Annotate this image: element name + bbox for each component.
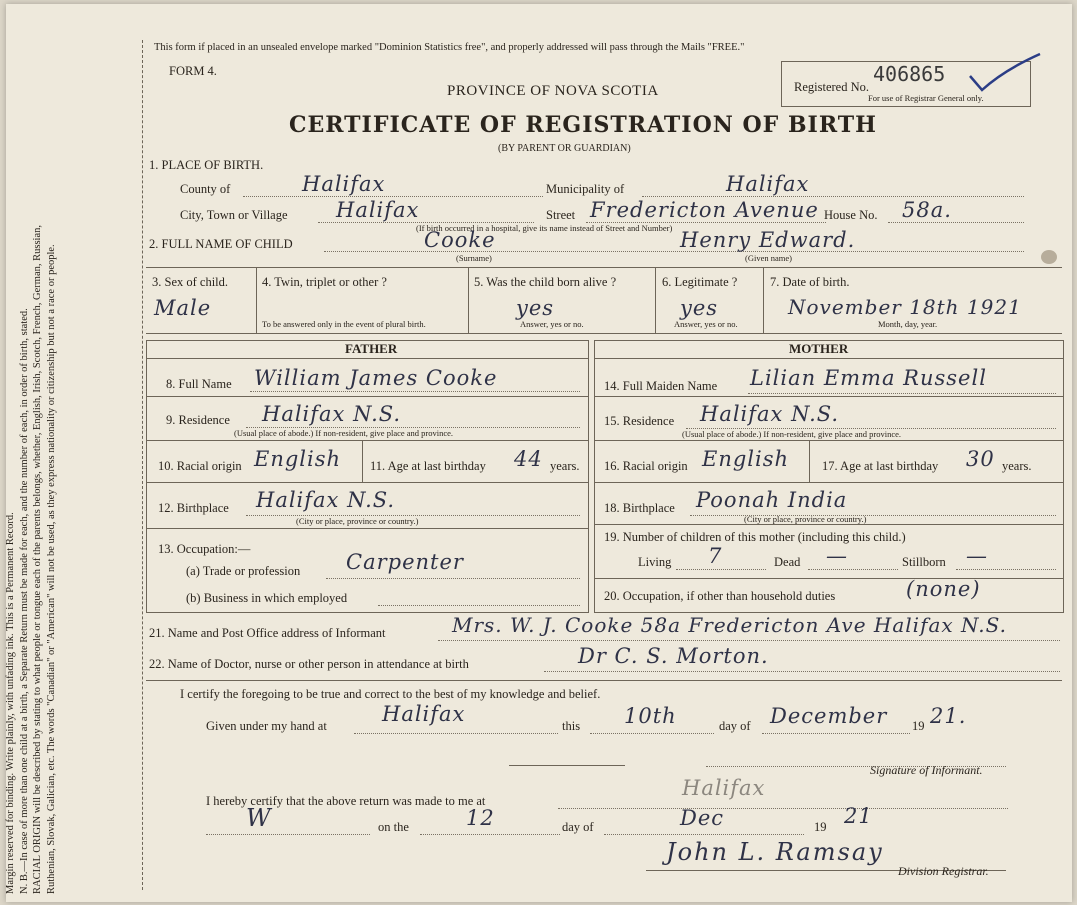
living-label: Living [638,555,672,569]
twin-note: To be answered only in the event of plural birth. [262,319,426,329]
stillborn-value: — [966,544,988,568]
children-count-label: 19. Number of children of this mother (including this child.) [604,530,906,544]
mother-residence-label: 15. Residence [604,414,675,428]
mother-birthplace-note: (City or place, province or country.) [744,514,867,524]
father-age-label: 11. Age at last birthday [370,459,486,473]
father-heading: FATHER [345,341,398,356]
legitimate-label: 6. Legitimate ? [662,275,738,289]
dob-note: Month, day, year. [878,319,938,329]
street-label: Street [546,208,576,222]
street-value: Fredericton Avenue [590,198,819,222]
father-business-label: (b) Business in which employed [186,591,348,605]
mother-residence-value: Halifax N.S. [700,402,840,426]
child-name-label: 2. FULL NAME OF CHILD [149,237,293,251]
birth-certificate [6,4,1072,902]
margin-note-3: RACIAL ORIGIN will be described by stating to what people or tongue each of the parents belongs, whether, English, Irish, Scotch, French, German, Russian, [32,224,43,894]
mother-name-label: 14. Full Maiden Name [604,379,718,393]
given-at-label: Given under my hand at [206,719,327,733]
father-trade-label: (a) Trade or profession [186,564,301,578]
day-of-label: day of [719,719,751,733]
city-label: City, Town or Village [180,208,288,222]
given-day-value: 10th [624,704,677,728]
registrar-caption: Division Registrar. [898,864,989,878]
this-label: this [562,719,581,733]
return-day-value: 12 [466,806,495,830]
house-number-label: House No. [824,208,878,222]
child-surname: Cooke [424,228,496,252]
margin-note-2: N. B.—In case of more than one child at a birth, a Separate Return must be made for each, and the number of each, in order of birth, stated. [18,308,30,894]
return-month-value: Dec [680,806,725,830]
mother-age-value: 30 [966,447,995,471]
alive-note: Answer, yes or no. [520,319,584,329]
certificate-subtitle: (BY PARENT OR GUARDIAN) [498,143,631,154]
place-of-birth-label: 1. PLACE OF BIRTH. [149,158,264,172]
mother-residence-note: (Usual place of abode.) If non-resident, give place and province. [682,429,902,439]
surname-caption: (Surname) [456,253,492,263]
informant-label: 21. Name and Post Office address of Informant [149,626,386,640]
county-value: Halifax [302,172,386,196]
father-occupation-label: 13. Occupation:— [158,542,251,556]
father-name-label: 8. Full Name [166,377,232,391]
ink-stain [1041,250,1057,264]
father-racial-label: 10. Racial origin [158,459,242,473]
hospital-note: (If birth occurred in a hospital, give its name instead of Street and Number) [416,223,673,233]
registered-number: 406865 [873,62,946,86]
father-residence-note: (Usual place of abode.) If non-resident, give place and province. [234,428,454,438]
margin-notes [4,44,58,894]
mother-years-label: years. [1002,459,1032,473]
father-residence-label: 9. Residence [166,413,230,427]
mother-age-label: 17. Age at last birthday [822,459,939,473]
father-trade-value: Carpenter [346,550,464,574]
father-name-value: William James Cooke [254,366,498,390]
given-place-value: Halifax [382,702,466,726]
registrar-signature: John L. Ramsay [666,838,884,866]
sex-label: 3. Sex of child. [152,275,229,289]
father-birthplace-note: (City or place, province or country.) [296,516,419,526]
return-prefix-value: W [246,804,272,832]
legitimate-value: yes [680,296,719,320]
certificate-title: CERTIFICATE OF REGISTRATION OF BIRTH [289,112,877,138]
form-number: FORM 4. [169,64,217,78]
father-birthplace-value: Halifax N.S. [256,488,396,512]
given-year-prefix: 19 [912,719,925,733]
return-day-of-label: day of [562,820,594,834]
legitimate-note: Answer, yes or no. [674,319,738,329]
stillborn-label: Stillborn [902,555,946,569]
sex-value: Male [154,296,212,320]
municipality-value: Halifax [726,172,810,196]
dead-value: — [826,544,848,568]
return-statement: I hereby certify that the above return was made to me at [206,794,486,808]
checkmark-icon [964,50,1046,100]
registered-note: For use of Registrar General only. [868,93,984,103]
mother-occupation-label: 20. Occupation, if other than household duties [604,589,836,603]
father-residence-value: Halifax N.S. [262,402,402,426]
registered-label: Registered No. [794,80,869,94]
certification-statement: I certify the foregoing to be true and correct to the best of my knowledge and belief. [180,687,601,701]
informant-signature-caption: Signature of Informant. [870,763,983,777]
twin-label: 4. Twin, triplet or other ? [262,275,387,289]
doctor-label: 22. Name of Doctor, nurse or other person in attendance at birth [149,657,469,671]
father-years-label: years. [550,459,580,473]
return-place-value: Halifax [682,776,766,800]
margin-note-4: Ruthenian, Slovak, Galician, etc. The words "Canadian" or "American" will not be used, as they express nationality or citizenship but not a race or people. [45,244,57,894]
mother-occupation-value: (none) [906,577,981,601]
dob-value: November 18th 1921 [788,295,1022,319]
given-month-value: December [770,704,888,728]
return-year-prefix: 19 [814,820,827,834]
mother-birthplace-value: Poonah India [696,488,848,512]
margin-note-1: Margin reserved for binding. Write plainly, with unfading ink. This is a Permanent Record. [5,512,16,894]
mother-name-value: Lilian Emma Russell [750,366,987,390]
municipality-label: Municipality of [546,182,625,196]
city-value: Halifax [336,198,420,222]
given-year-value: 21. [930,704,967,728]
dead-label: Dead [774,555,801,569]
alive-value: yes [516,296,555,320]
postal-notice: This form if placed in an unsealed envelope marked "Dominion Statistics free", and properly addressed will pass through the Mails "FREE." [154,42,745,53]
county-label: County of [180,182,231,196]
informant-value: Mrs. W. J. Cooke 58a Fredericton Ave Halifax N.S. [452,613,1007,637]
father-racial-value: English [254,447,342,471]
given-name-caption: (Given name) [745,253,792,263]
mother-birthplace-label: 18. Birthplace [604,501,675,515]
house-number-value: 58a. [902,198,952,222]
father-age-value: 44 [514,447,543,471]
mother-heading: MOTHER [789,341,849,356]
mother-racial-label: 16. Racial origin [604,459,688,473]
on-the-label: on the [378,820,409,834]
living-value: 7 [708,544,723,568]
mother-racial-value: English [702,447,790,471]
dob-label: 7. Date of birth. [770,275,850,289]
alive-label: 5. Was the child born alive ? [474,275,617,289]
doctor-value: Dr C. S. Morton. [578,644,769,668]
child-given-name: Henry Edward. [680,228,856,252]
return-year-value: 21 [844,804,873,828]
margin-divider [142,40,143,890]
province-heading: PROVINCE OF NOVA SCOTIA [447,83,659,99]
father-birthplace-label: 12. Birthplace [158,501,229,515]
